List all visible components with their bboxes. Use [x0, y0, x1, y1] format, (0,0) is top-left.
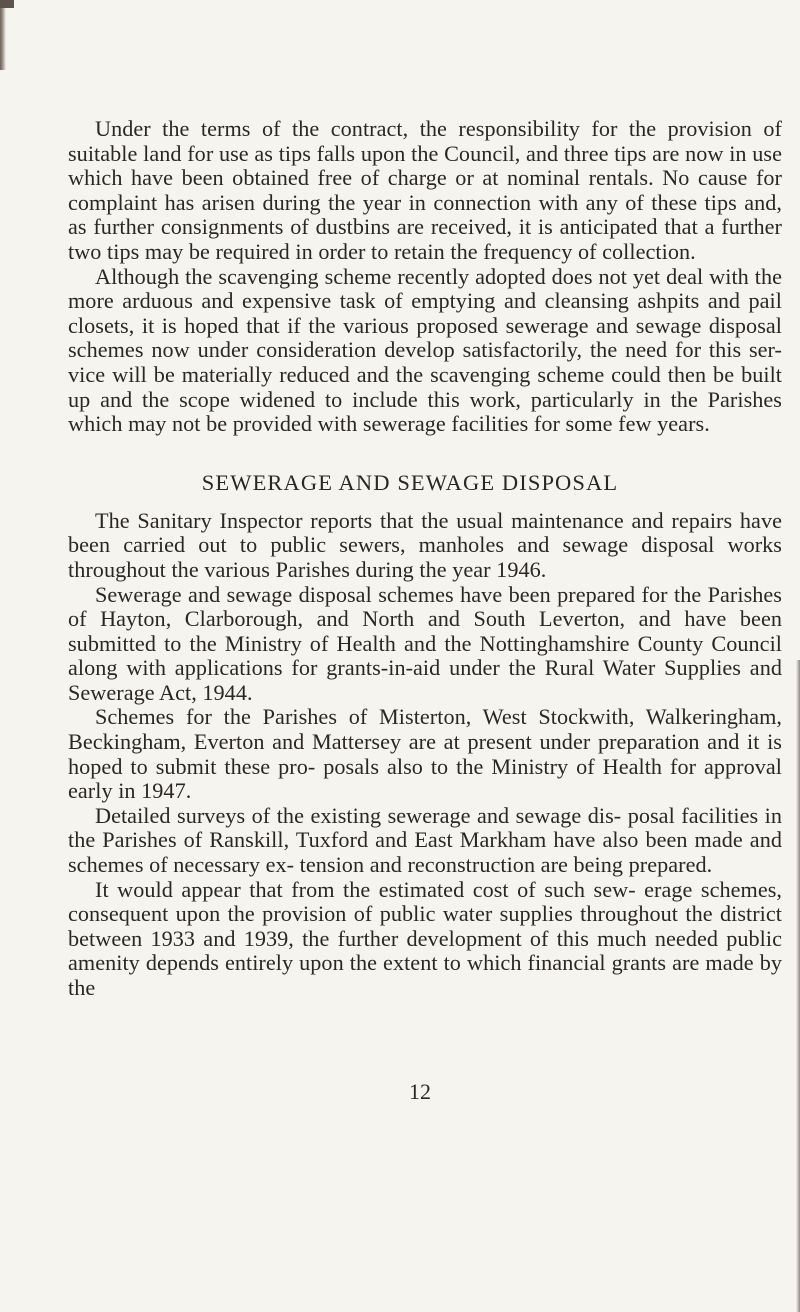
page-edge-shadow [0, 0, 6, 70]
paragraph-cost: It would appear that from the estimated cost of such sew- erage schemes, consequent upon the provision of public water supplies throughout the district between 1933 and 1939, the further development of this much needed public amenity depends entirely upon the extent to which financial grants are made by the [68, 876, 782, 1000]
page-corner-mark [0, 0, 14, 8]
page-number: 12 [409, 1079, 431, 1104]
paragraph-tips: Under the terms of the contract, the responsibility for the provision of suitable land for use as tips falls upon the Council, and three tips are now in use which have been obtained free of charge or at nominal rentals. No cause for complaint has arisen during the year in connection with any of these tips and, as further consignments of dustbins are received, it is anticipated that a further two tips may be required in order to retain the frequency of collection. [68, 116, 782, 264]
paragraph-schemes-prepared: Sewerage and sewage disposal schemes have been prepared for the Parishes of Hayton, Clarborough, and North and South Leverton, and have been submitted to the Ministry of Health and the Nottinghamshire County Council along with applications for grants-in-aid under the Rural Water Supplies and Sewerage Act, 1944. [68, 581, 782, 705]
page-right-edge-shadow [796, 660, 800, 1312]
paragraph-scavenging: Although the scavenging scheme recently adopted does not yet deal with the more arduous and expensive task of emptying and cleansing ashpits and pail closets, it is hoped that if the various proposed sewerage and sewage disposal schemes now under consideration develop satisfactorily, the need for this ser- vice will be materially reduced and the scavenging scheme could then be built up and the scope widened to include this work, particularly in the Parishes which may not be provided with sewerage facilities for some few years. [68, 263, 782, 437]
section-heading: SEWERAGE AND SEWAGE DISPOSAL [201, 469, 619, 495]
paragraph-maintenance: The Sanitary Inspector reports that the usual maintenance and repairs have been carried out to public sewers, manholes and sewage disposal works throughout the various Parishes during the year 1946. [68, 507, 782, 582]
paragraph-schemes-preparation: Schemes for the Parishes of Misterton, West Stockwith, Walkeringham, Beckingham, Everton and Mattersey are at present under preparation and it is hoped to submit these pro- posals also to the Ministry of Health for approval early in 1947. [68, 704, 782, 804]
paragraph-surveys: Detailed surveys of the existing sewerage and sewage dis- posal facilities in the Parishes of Ranskill, Tuxford and East Markham have also been made and schemes of necessary ex- tension and reconstruction are being prepared. [68, 802, 782, 878]
document-body [68, 117, 782, 1001]
